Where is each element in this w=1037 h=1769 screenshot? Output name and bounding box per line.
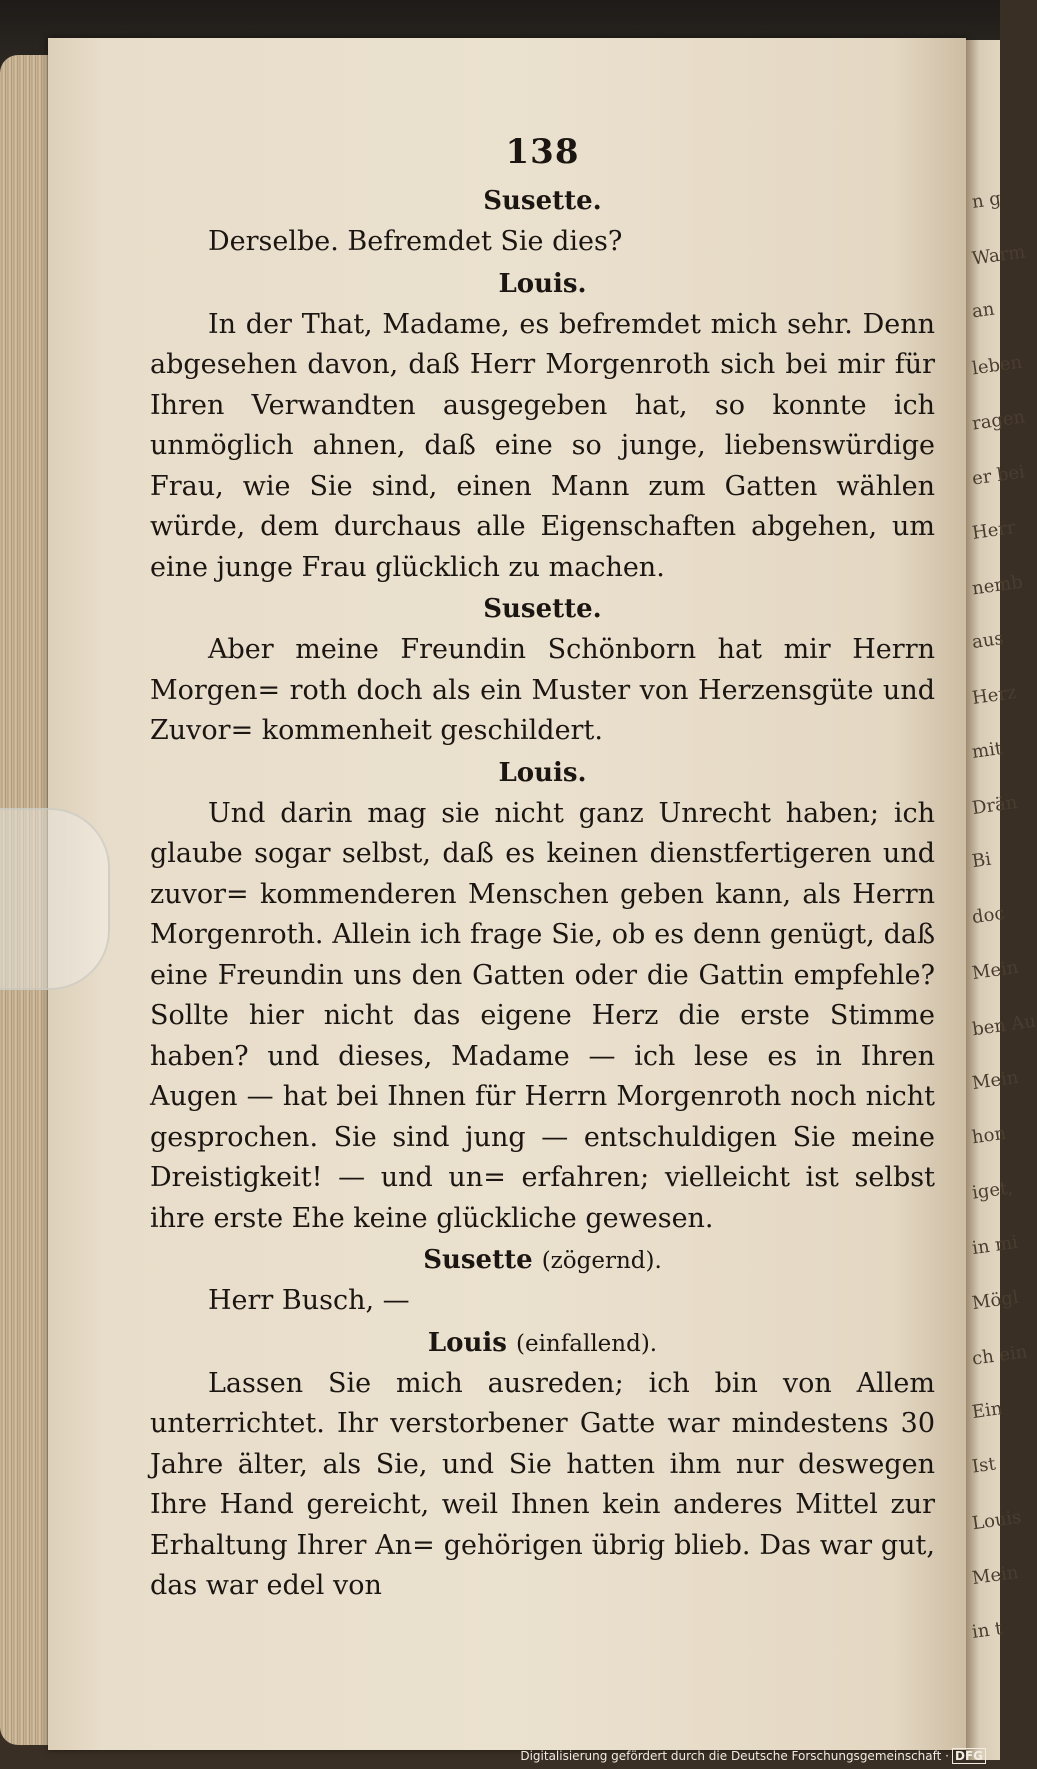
facing-page-fragment: n g xyxy=(970,188,1003,213)
dialogue-paragraph: Derselbe. Befremdet Sie dies? xyxy=(208,226,623,257)
facing-page-fragment: doc xyxy=(970,902,1006,929)
speaker-name xyxy=(150,758,935,788)
text-blocks xyxy=(150,186,935,1607)
facing-page-fragment: in mi xyxy=(970,1231,1020,1260)
facing-page-fragment: er bei xyxy=(970,461,1027,490)
dfg-logo: DFG xyxy=(952,1748,986,1764)
facing-page-fragment: Mein xyxy=(970,1066,1020,1095)
page-number: 138 xyxy=(505,132,580,172)
speaker-name xyxy=(150,1245,935,1275)
speaker-label: Louis. xyxy=(498,268,587,299)
speaker-label: Louis xyxy=(427,1327,507,1358)
facing-page-fragment: nemb xyxy=(970,571,1025,600)
facing-page-fragment: Mögl xyxy=(970,1286,1020,1315)
facing-page-fragment: Mein xyxy=(970,1561,1020,1590)
facing-page-fragment: Drän xyxy=(970,791,1019,820)
facing-page-fragment: an xyxy=(970,298,996,323)
speaker-label: Susette xyxy=(423,1245,533,1275)
dialogue-paragraph: In der That, Madame, es befremdet mich sehr. Denn abgesehen davon, daß Herr Morgenroth sich bei mir für Ihren Verwandten ausgegeben hat, so konnte ich unmöglich ahnen, daß eine so junge, liebenswürdige Frau, wie Sie sind, einen Mann zum Gatten wählen würde, dem durchaus alle Eigenschaften abgehen, um eine junge Frau glücklich zu machen. xyxy=(150,308,935,583)
speaker-name xyxy=(150,269,935,299)
facing-page-fragment: Herz xyxy=(970,682,1018,709)
facing-page-fragment: leben xyxy=(970,351,1024,380)
facing-page-fragment: ch ein xyxy=(970,1341,1029,1370)
speaker-name xyxy=(150,186,935,216)
page-content xyxy=(150,132,935,1611)
footer-text: Digitalisierung gefördert durch die Deutsche Forschungsgemeinschaft · xyxy=(520,1749,949,1763)
page-holder-clip xyxy=(0,808,110,990)
footer-credit xyxy=(520,1749,986,1763)
facing-page-fragment: mit xyxy=(970,738,1004,763)
facing-page-fragment: Mein xyxy=(970,956,1020,985)
facing-page-fragment: Warm xyxy=(970,241,1027,270)
facing-page-fragment: Ist xyxy=(970,1453,997,1478)
speaker-label: Susette. xyxy=(483,594,602,624)
speaker-name xyxy=(150,594,935,624)
facing-page-fragment: aus xyxy=(970,627,1005,654)
dialogue-paragraph: Lassen Sie mich ausreden; ich bin von Allem unterrichtet. Ihr verstorbener Gatte war mindestens 30 Jahre älter, als Sie, und Sie hatten ihm nur deswegen Ihre Hand gereicht, weil Ihnen kein anderes Mittel zur Erhaltung Ihrer An= gehörigen übrig blieb. Das war gut, das war edel von xyxy=(150,1367,935,1601)
speaker-label: Louis. xyxy=(498,757,587,788)
dialogue-paragraph: Aber meine Freundin Schönborn hat mir Herrn Morgen= roth doch als ein Muster von Herzensgüte und Zuvor= kommenheit geschildert. xyxy=(150,634,935,746)
dialogue-paragraph: Herr Busch, — xyxy=(208,1285,410,1316)
facing-page-fragment: in t xyxy=(970,1617,1004,1644)
stage-direction: (zögernd). xyxy=(541,1248,662,1274)
facing-page-fragment: hon xyxy=(970,1122,1008,1149)
stage-direction: (einfallend). xyxy=(515,1330,658,1357)
facing-page-fragment: Bi xyxy=(970,848,993,873)
facing-page-fragment: Ein xyxy=(970,1397,1004,1424)
dialogue-paragraph: Und darin mag sie nicht ganz Unrecht haben; ich glaube sogar selbst, daß es keinen dienstfertigeren und zuvor= kommenderen Menschen geben kann, als Herrn Morgenroth. Allein ich frage Sie, ob es denn genügt, daß eine Freundin uns den Gatten oder die Gattin empfehle? Sollte hier nicht das eigene Herz die erste Stimme haben? und dieses, Madame — ich lese es in Ihren Augen — hat bei Ihnen für Herrn Morgenroth noch nicht gesprochen. Sie sind jung — entschuldigen Sie meine Dreistigkeit! — und un= erfahren; vielleicht ist selbst ihre erste Ehe keine glückliche gewesen. xyxy=(150,797,935,1234)
facing-page-fragment: Herr xyxy=(970,517,1017,544)
facing-page-fragment: iget, xyxy=(970,1177,1015,1204)
facing-page-fragment: ragen xyxy=(970,406,1027,435)
speaker-name xyxy=(150,1328,935,1358)
facing-page-edge xyxy=(966,40,1037,1760)
facing-page-fragment: ben Au xyxy=(970,1010,1037,1041)
facing-page-fragment: Louis xyxy=(970,1506,1023,1535)
speaker-label: Susette. xyxy=(483,186,602,216)
